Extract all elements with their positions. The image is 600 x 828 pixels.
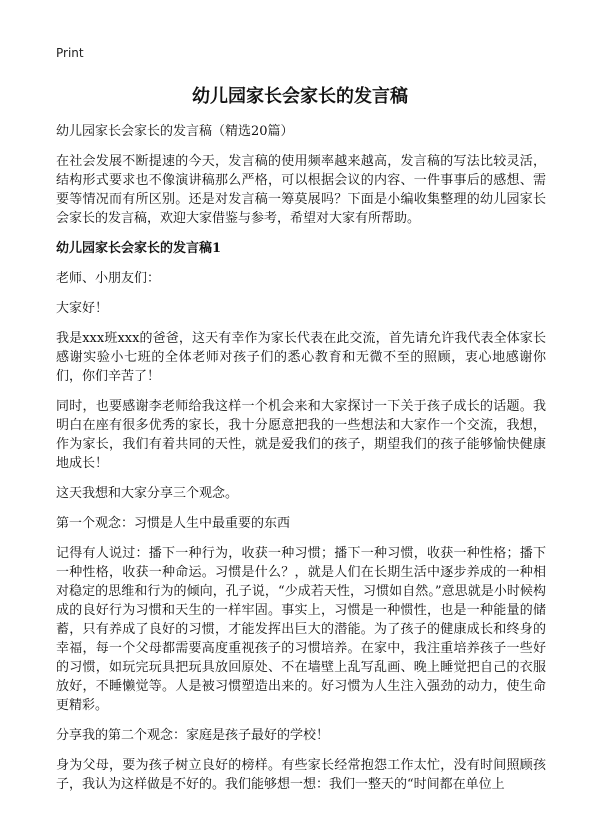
paragraph-second-idea: 分享我的第二个观念：家庭是孩子最好的学校！ (56, 728, 330, 743)
page-title: 幼儿园家长会家长的发言稿 (192, 86, 408, 107)
paragraph-greeting-audience: 老师、小朋友们： (56, 271, 161, 286)
paragraph-greeting: 大家好！ (56, 301, 109, 316)
intro-paragraph: 在社会发展不断提速的今天，发言稿的使用频率越来越高，发言稿的写法比较灵活，结构形式要求也不像演讲稿那么严格，可以根据会议的内容、一件事事后的感想、需要等情况而有所区别。还是对发言稿一筹莫展吗？下面是小编收集整理的幼儿园家长会家长的发言稿，欢迎大家借鉴与参考，希望对大家有所帮助。 (56, 154, 546, 226)
document-body (56, 122, 546, 805)
paragraph-parents-example: 身为父母，要为孩子树立良好的榜样。有些家长经常抱怨工作太忙，没有时间照顾孩子，我认为这样做是不好的。我们能够想一想：我们一整天的“时间都在单位上 (56, 758, 546, 792)
paragraph-introduction: 我是xxx班xxx的爸爸，这天有幸作为家长代表在此交流，首先请允许我代表全体家长感谢实验小七班的全体老师对孩子们的悉心教育和无微不至的照顾，衷心地感谢你们，你们辛苦了！ (56, 331, 546, 384)
section-heading: 幼儿园家长会家长的发言稿1 (56, 241, 222, 256)
paragraph-thanks: 同时，也要感谢李老师给我这样一个机会来和大家探讨一下关于孩子成长的话题。我明白在座有很多优秀的家长，我十分愿意把我的一些想法和大家作一个交流，我想，作为家长，我们有着共同的天性，就是爱我们的孩子，期望我们的孩子能够愉快健康地成长！ (56, 399, 546, 471)
paragraph-habits: 记得有人说过：播下一种行为，收获一种习惯；播下一种习惯，收获一种性格；播下一种性格，收获一种命运。习惯是什么？，就是人们在长期生活中逐步养成的一种相对稳定的思维和行为的倾向，孔子说，“少成若天性，习惯如自然。”意思就是小时候构成的良好行为习惯和天生的一样牢固。事实上，习惯是一种惯性，也是一种能量的储蓄，只有养成了良好的习惯，才能发挥出巨大的潜能。为了孩子的健康成长和终身的幸福，每一个父母都需要高度重视孩子的习惯培养。在家中，我注重培养孩子一些好的习惯，如玩完玩具把玩具放回原处、不在墙壁上乱写乱画、晚上睡觉把自己的衣服放好，不睡懒觉等。人是被习惯塑造出来的。好习惯为人生注入强劲的动力，使生命更精彩。 (56, 546, 546, 713)
print-link[interactable]: Print (56, 46, 84, 60)
paragraph-first-idea: 第一个观念：习惯是人生中最重要的东西 (56, 516, 291, 531)
document-subtitle: 幼儿园家长会家长的发言稿（精选20篇） (56, 124, 294, 139)
paragraph-three-ideas: 这天我想和大家分享三个观念。 (56, 486, 239, 501)
